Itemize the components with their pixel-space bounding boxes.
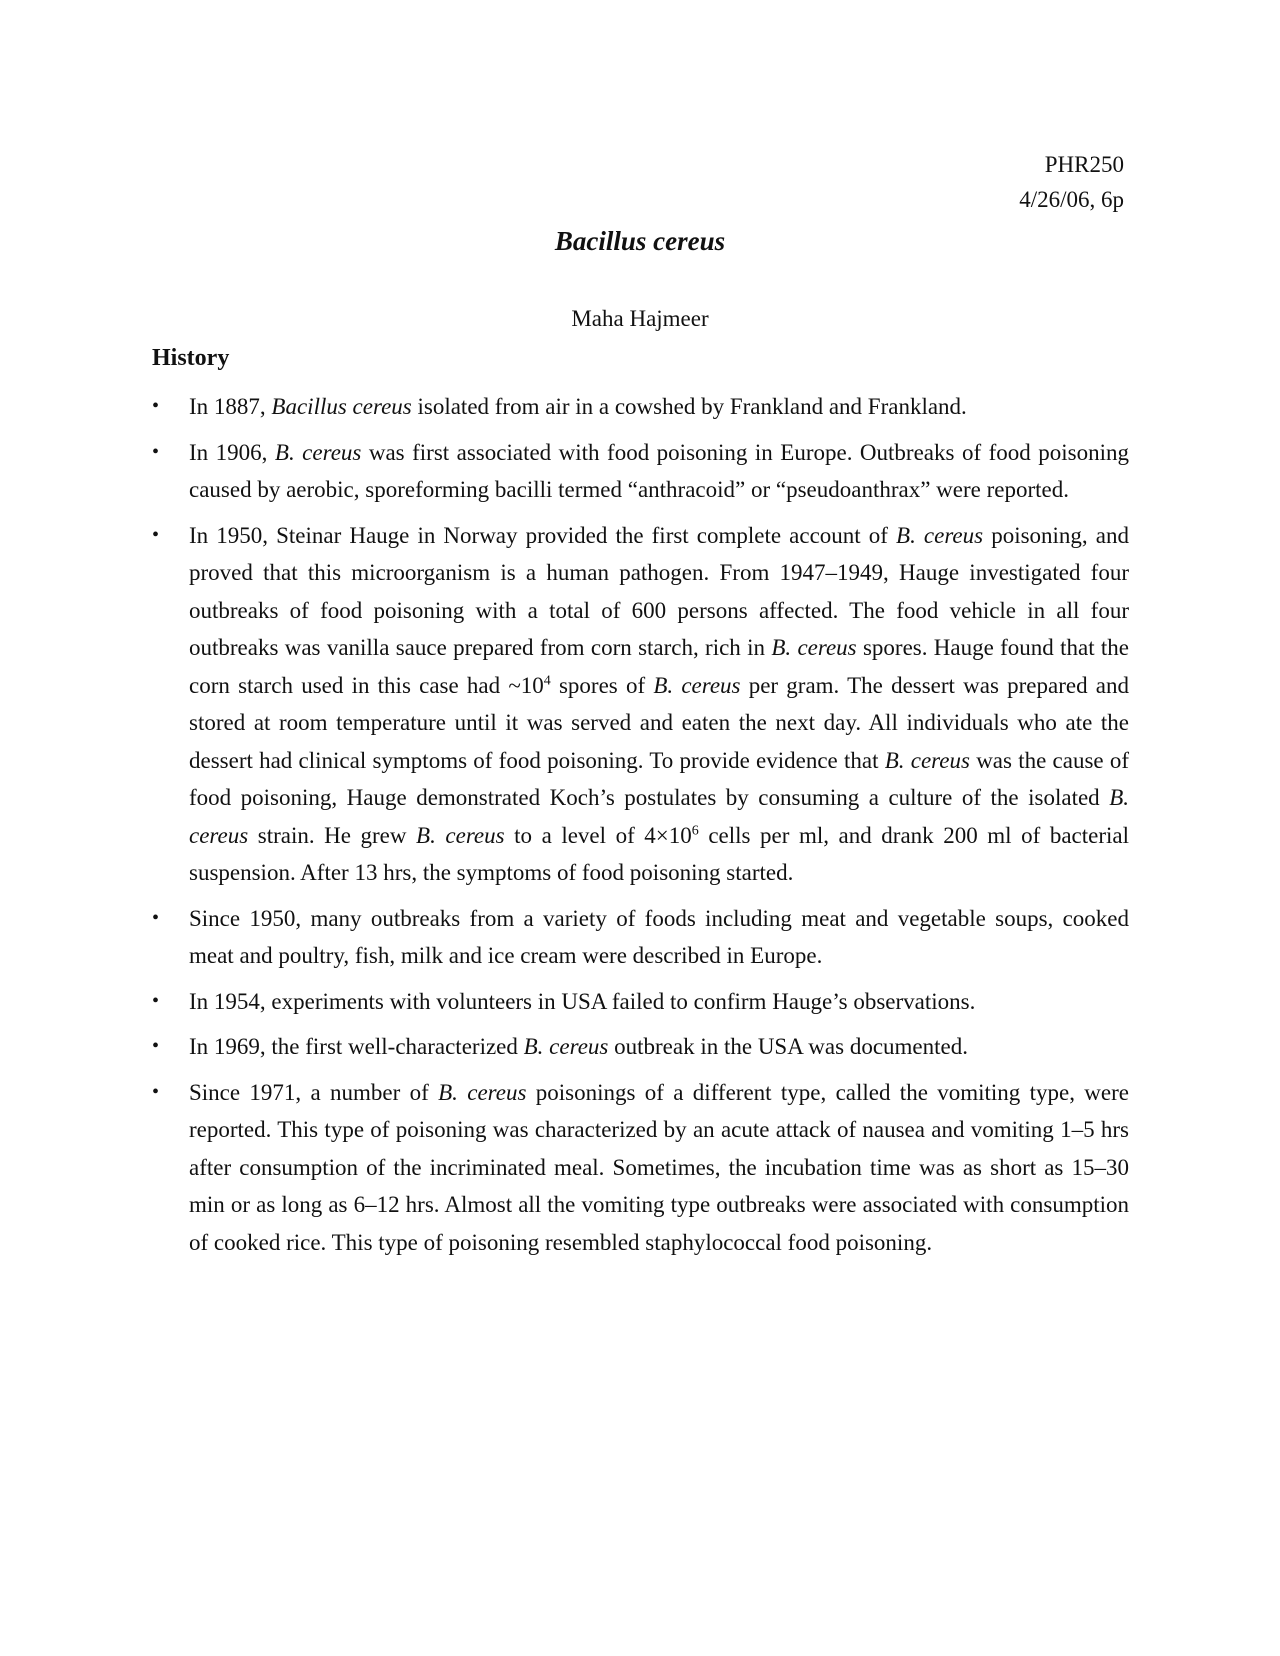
list-item [152,1074,1129,1262]
bullet-icon: • [152,395,160,417]
item-text: In 1954, experiments with volunteers in USA failed to confirm Hauge’s observations. [189,988,976,1014]
history-list [152,388,1129,1269]
item-text: In 1887, Bacillus cereus isolated from air in a cowshed by Frankland and Frankland. [189,394,967,419]
course-code: PHR250 [1044,152,1124,177]
list-item [152,434,1129,509]
list-item [152,1028,1129,1066]
item-text: In 1969, the first well-characterized B. cereus outbreak in the USA was documented. [189,1034,968,1059]
page-title: Bacillus cereus [554,226,726,256]
section-heading-history: History [152,345,230,371]
author-name: Maha Hajmeer [571,306,709,331]
item-text: Since 1950, many outbreaks from a variety of foods including meat and vegetable soups, cooked meat and poultry, fish, milk and ice cream were described in Europe. [189,905,1129,968]
list-item [152,900,1129,975]
list-item [152,388,1129,426]
bullet-icon: • [152,989,160,1012]
bullet-icon: • [152,523,160,546]
item-text: In 1906, B. cereus was first associated with food poisoning in Europe. Outbreaks of food poisoning caused by aerobic, sporeforming bacilli termed “anthracoid” or “pseudoanthrax” were reported. [189,439,1129,502]
lecture-date: 4/26/06, 6p [1019,187,1124,212]
bullet-icon: • [152,1080,160,1103]
list-item [152,983,1129,1021]
item-text: Since 1971, a number of B. cereus poisonings of a different type, called the vomiting type, were reported. This type of poisoning was characterized by an acute attack of nausea and vomiting 1–5 hrs after consumption of the incriminated meal. Sometimes, the incubation time was as short as 15–30 min or as long as 6–12 hrs. Almost all the vomiting type outbreaks were associated with consumption of cooked rice. This type of poisoning resembled staphylococcal food poisoning. [189,1079,1129,1255]
bullet-icon: • [152,906,160,929]
bullet-icon: • [152,1035,160,1057]
bullet-icon: • [152,440,160,463]
item-text: In 1950, Steinar Hauge in Norway provided the first complete account of B. cereus poisoning, and proved that this microorganism is a human pathogen. From 1947–1949, Hauge investigated four outbreaks of food poisoning with a total of 600 persons affected. The food vehicle in all four outbreaks was vanilla sauce prepared from corn starch, rich in B. cereus spores. Hauge found that the corn starch used in this case had $\sim 10^4$ spores of B. cereus per gram. The dessert was prepared and stored at room temperature until it was served and eaten the next day. All individuals who ate the dessert had clinical symptoms of food poisoning. To provide evidence that B. cereus was the cause of food poisoning, Hauge demonstrated Koch’s postulates by consuming a culture of the isolated B. cereus strain. He grew B. cereus to a level of $4\times 10^6$ cells per ml, and drank 200 ml of bacterial suspension. After 13 hrs, the symptoms of food poisoning started. [189,522,1130,885]
list-item [152,517,1129,892]
